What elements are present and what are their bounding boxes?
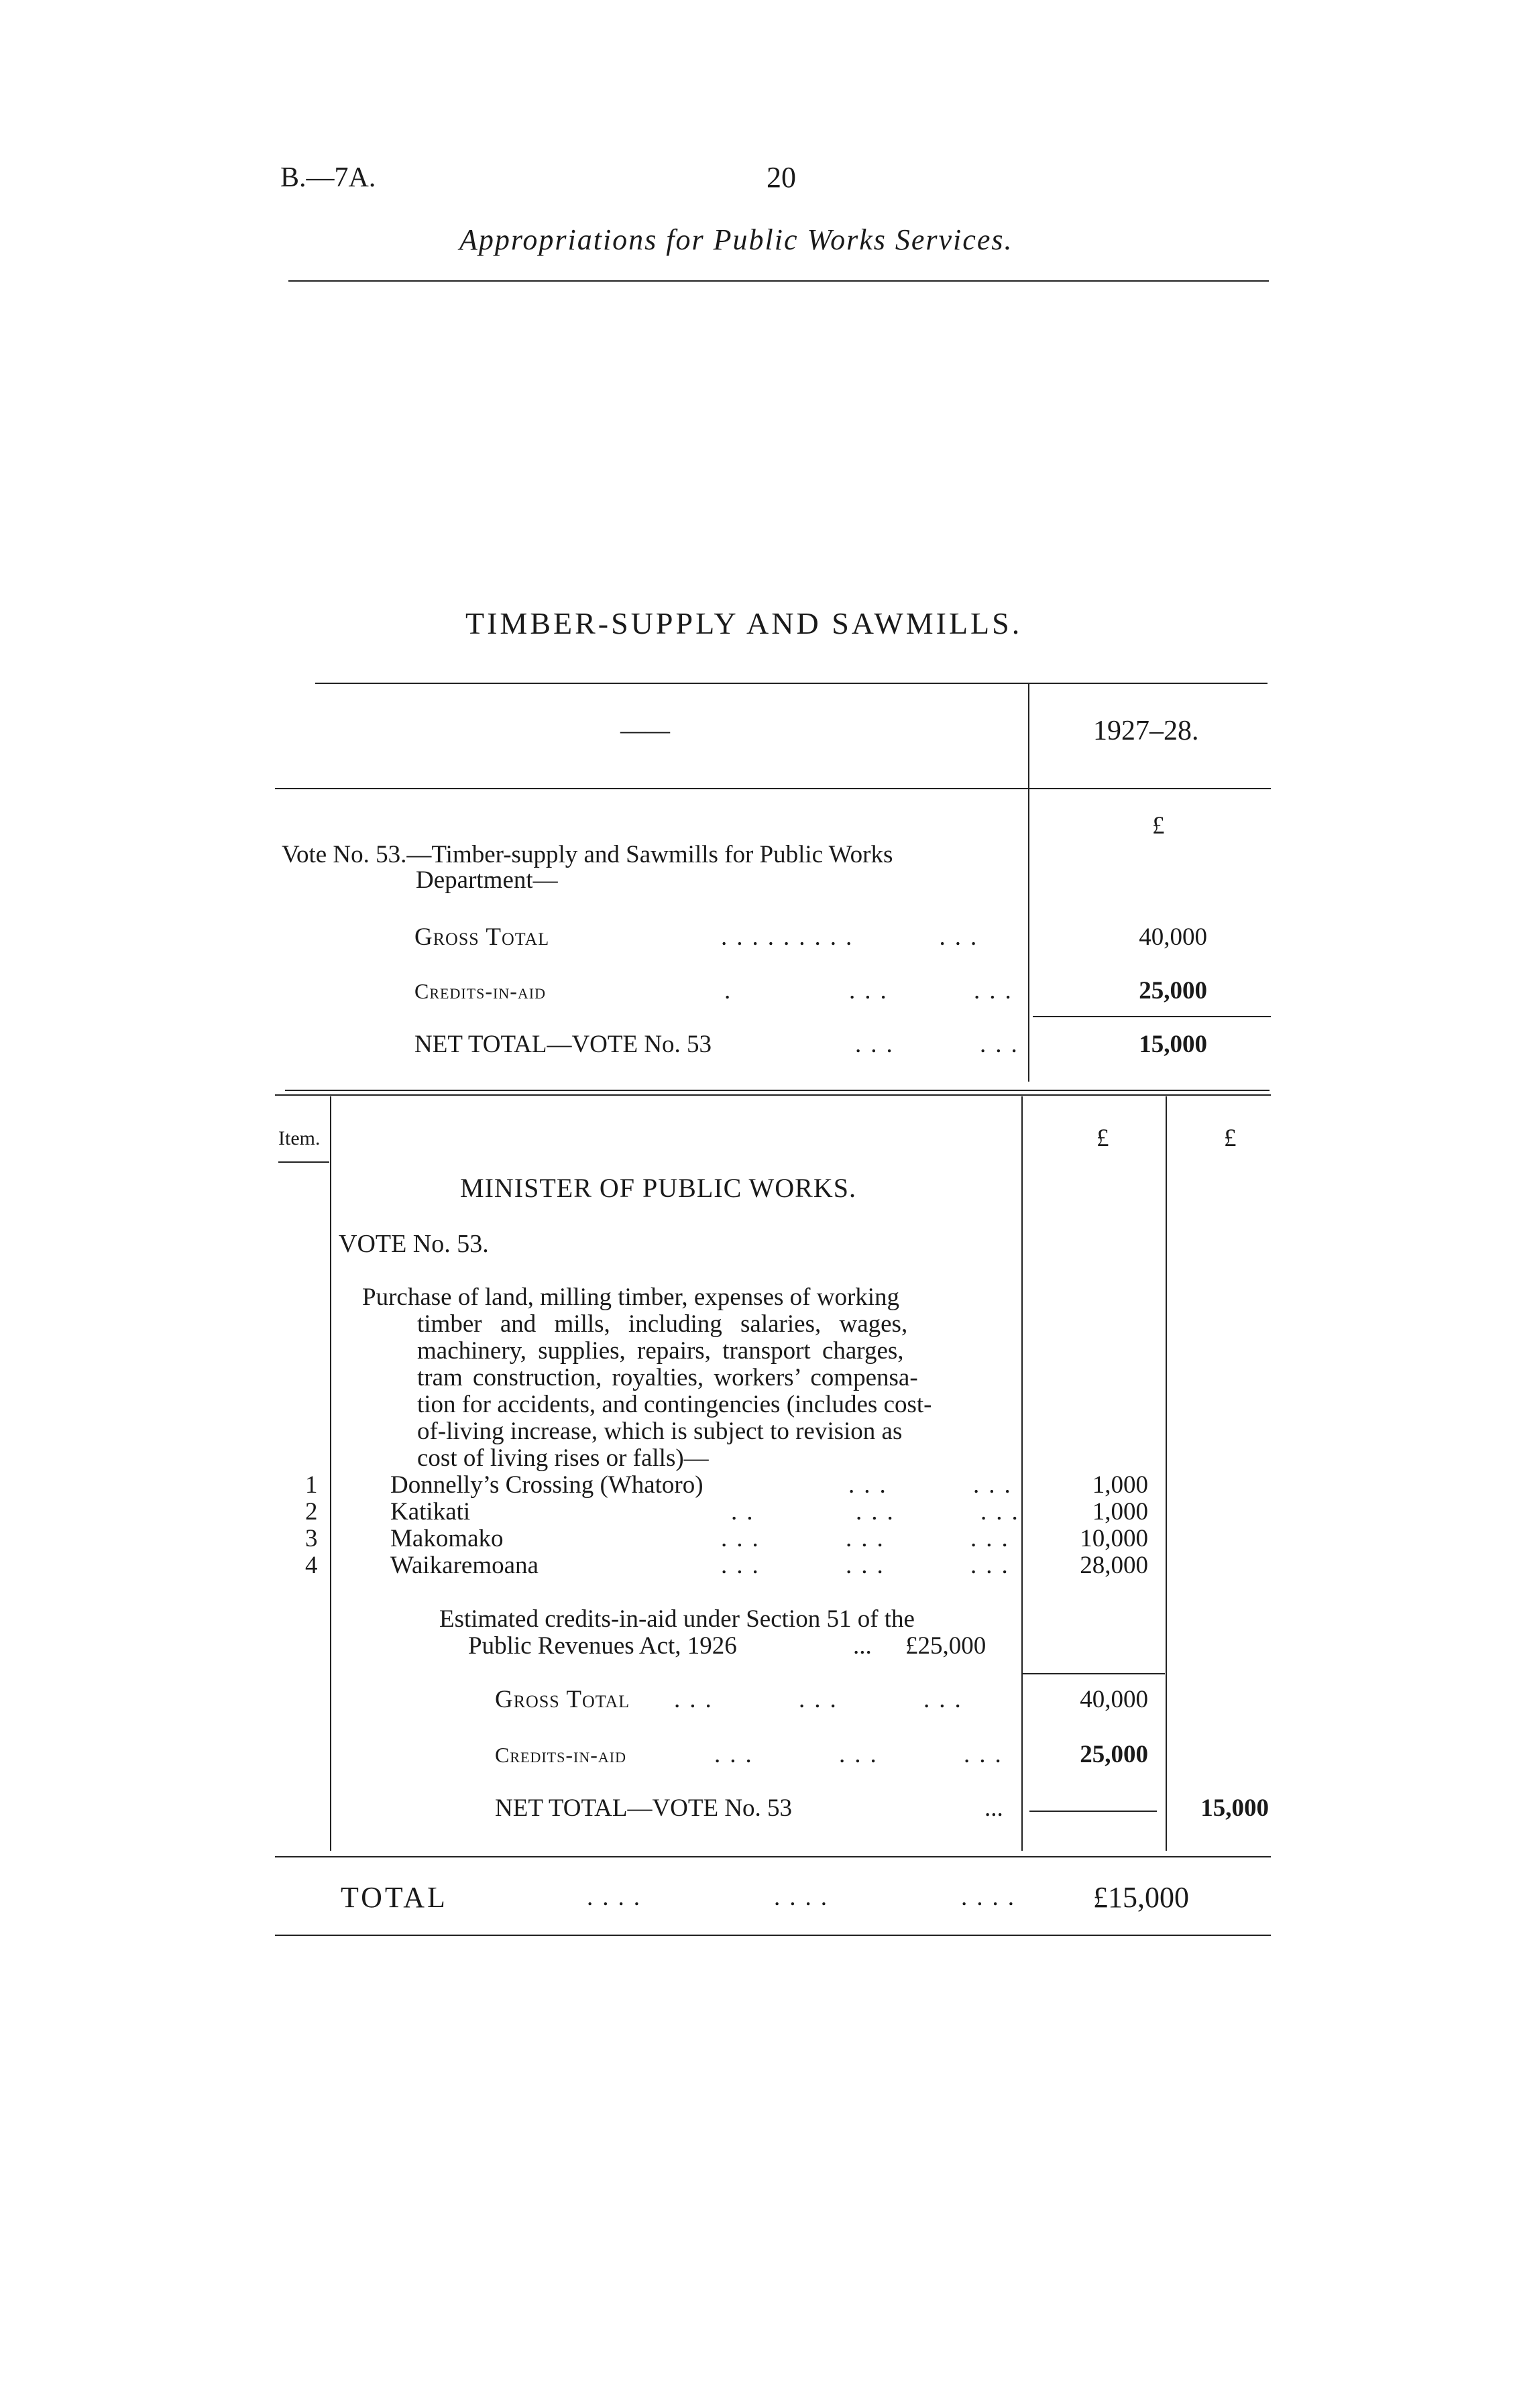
detail-col2-divider (1166, 1096, 1167, 1851)
summary-vote-line2: Department— (416, 866, 558, 894)
detail-description-line: Purchase of land, milling timber, expenses of working (362, 1283, 900, 1311)
page-subtitle: Appropriations for Public Works Services. (459, 223, 1013, 256)
summary-net-value: 15,000 (1139, 1031, 1207, 1058)
detail-net-rule (1029, 1811, 1157, 1812)
detail-description-line: tram construction, royalties, workers’ compensa- (417, 1364, 918, 1391)
page-number: 20 (767, 161, 796, 194)
detail-bottom-rule (275, 1856, 1271, 1857)
estimated-credits-amount: £25,000 (905, 1632, 987, 1660)
item-name: Katikati (390, 1498, 471, 1526)
detail-item-header: Item. (278, 1127, 321, 1149)
detail-gross-value: 40,000 (1080, 1686, 1148, 1713)
detail-items-rule (1023, 1673, 1165, 1674)
detail-vote-heading: VOTE No. 53. (339, 1230, 489, 1258)
detail-description-line: cost of living rises or falls)— (417, 1444, 709, 1472)
item-number: 2 (305, 1498, 318, 1526)
item-name: Donnelly’s Crossing (Whatoro) (390, 1471, 703, 1499)
summary-vote-line1: Vote No. 53.—Timber-supply and Sawmills for Public Works (282, 841, 893, 868)
summary-col-divider (1028, 683, 1029, 1082)
grand-total-value: £15,000 (1093, 1881, 1189, 1914)
summary-dash-header: —— (620, 717, 670, 744)
summary-top-rule (315, 683, 1268, 684)
summary-bottom-rule-2 (275, 1094, 1271, 1096)
item-dots: ... ... (848, 1471, 1020, 1499)
detail-net-label: NET TOTAL—VOTE No. 53 (495, 1794, 793, 1822)
detail-description-line: timber and mills, including salaries, wages, (417, 1310, 908, 1338)
summary-credits-value: 25,000 (1139, 977, 1207, 1005)
detail-gross-dots: ... ... ... (674, 1686, 970, 1713)
item-value: 10,000 (1080, 1525, 1148, 1552)
summary-header-rule (275, 788, 1271, 789)
detail-item-header-rule (278, 1161, 329, 1163)
detail-currency-2: £ (1224, 1125, 1237, 1152)
item-name: Waikaremoana (390, 1552, 539, 1579)
summary-currency: £ (1152, 812, 1165, 840)
summary-credits-dots: . ... ... (724, 977, 1021, 1005)
detail-credits-dots: ... ... ... (714, 1741, 1011, 1768)
detail-net-value: 15,000 (1200, 1794, 1269, 1822)
header-rule (288, 280, 1269, 282)
estimated-credits-dots: ... (853, 1632, 872, 1660)
summary-gross-label: Gross Total (414, 923, 550, 951)
item-number: 4 (305, 1552, 318, 1579)
item-number: 3 (305, 1525, 318, 1552)
page-ref: B.—7A. (280, 162, 376, 193)
item-value: 28,000 (1080, 1552, 1148, 1579)
item-name: Makomako (390, 1525, 504, 1552)
detail-description-line: of-living increase, which is subject to revision as (417, 1418, 903, 1445)
summary-net-dots: ... ... (855, 1031, 1027, 1058)
detail-gross-label: Gross Total (495, 1686, 630, 1713)
grand-total-rule (275, 1935, 1271, 1936)
detail-description-line: machinery, supplies, repairs, transport charges, (417, 1337, 904, 1365)
item-value: 1,000 (1092, 1498, 1148, 1526)
estimated-credits-line1: Estimated credits-in-aid under Section 51 of the (439, 1605, 915, 1633)
detail-credits-label: Credits-in-aid (495, 1743, 626, 1767)
grand-total-label: TOTAL (341, 1881, 448, 1914)
detail-description-line: tion for accidents, and contingencies (includes cost- (417, 1391, 932, 1418)
detail-minister-heading: MINISTER OF PUBLIC WORKS. (460, 1173, 856, 1203)
detail-currency-1: £ (1096, 1125, 1109, 1152)
detail-item-divider (330, 1096, 331, 1851)
detail-net-dots: ... (984, 1794, 1003, 1822)
summary-net-label: NET TOTAL—VOTE No. 53 (414, 1031, 712, 1058)
item-dots: .. ... ... (731, 1498, 1027, 1526)
summary-credits-label: Credits-in-aid (414, 979, 546, 1003)
item-dots: ... ... ... (721, 1552, 1017, 1579)
item-number: 1 (305, 1471, 318, 1499)
item-dots: ... ... ... (721, 1525, 1017, 1552)
detail-credits-value: 25,000 (1080, 1741, 1148, 1768)
estimated-credits-line2: Public Revenues Act, 1926 (468, 1632, 737, 1660)
summary-year-header: 1927–28. (1093, 715, 1199, 746)
summary-credits-rule (1033, 1016, 1271, 1017)
summary-gross-dots: ......... ... (721, 923, 987, 951)
summary-gross-value: 40,000 (1139, 923, 1207, 951)
grand-total-dots: .... .... .... (587, 1884, 1023, 1911)
item-value: 1,000 (1092, 1471, 1148, 1499)
summary-bottom-rule-1 (285, 1090, 1270, 1091)
section-title: TIMBER-SUPPLY AND SAWMILLS. (465, 606, 1023, 640)
